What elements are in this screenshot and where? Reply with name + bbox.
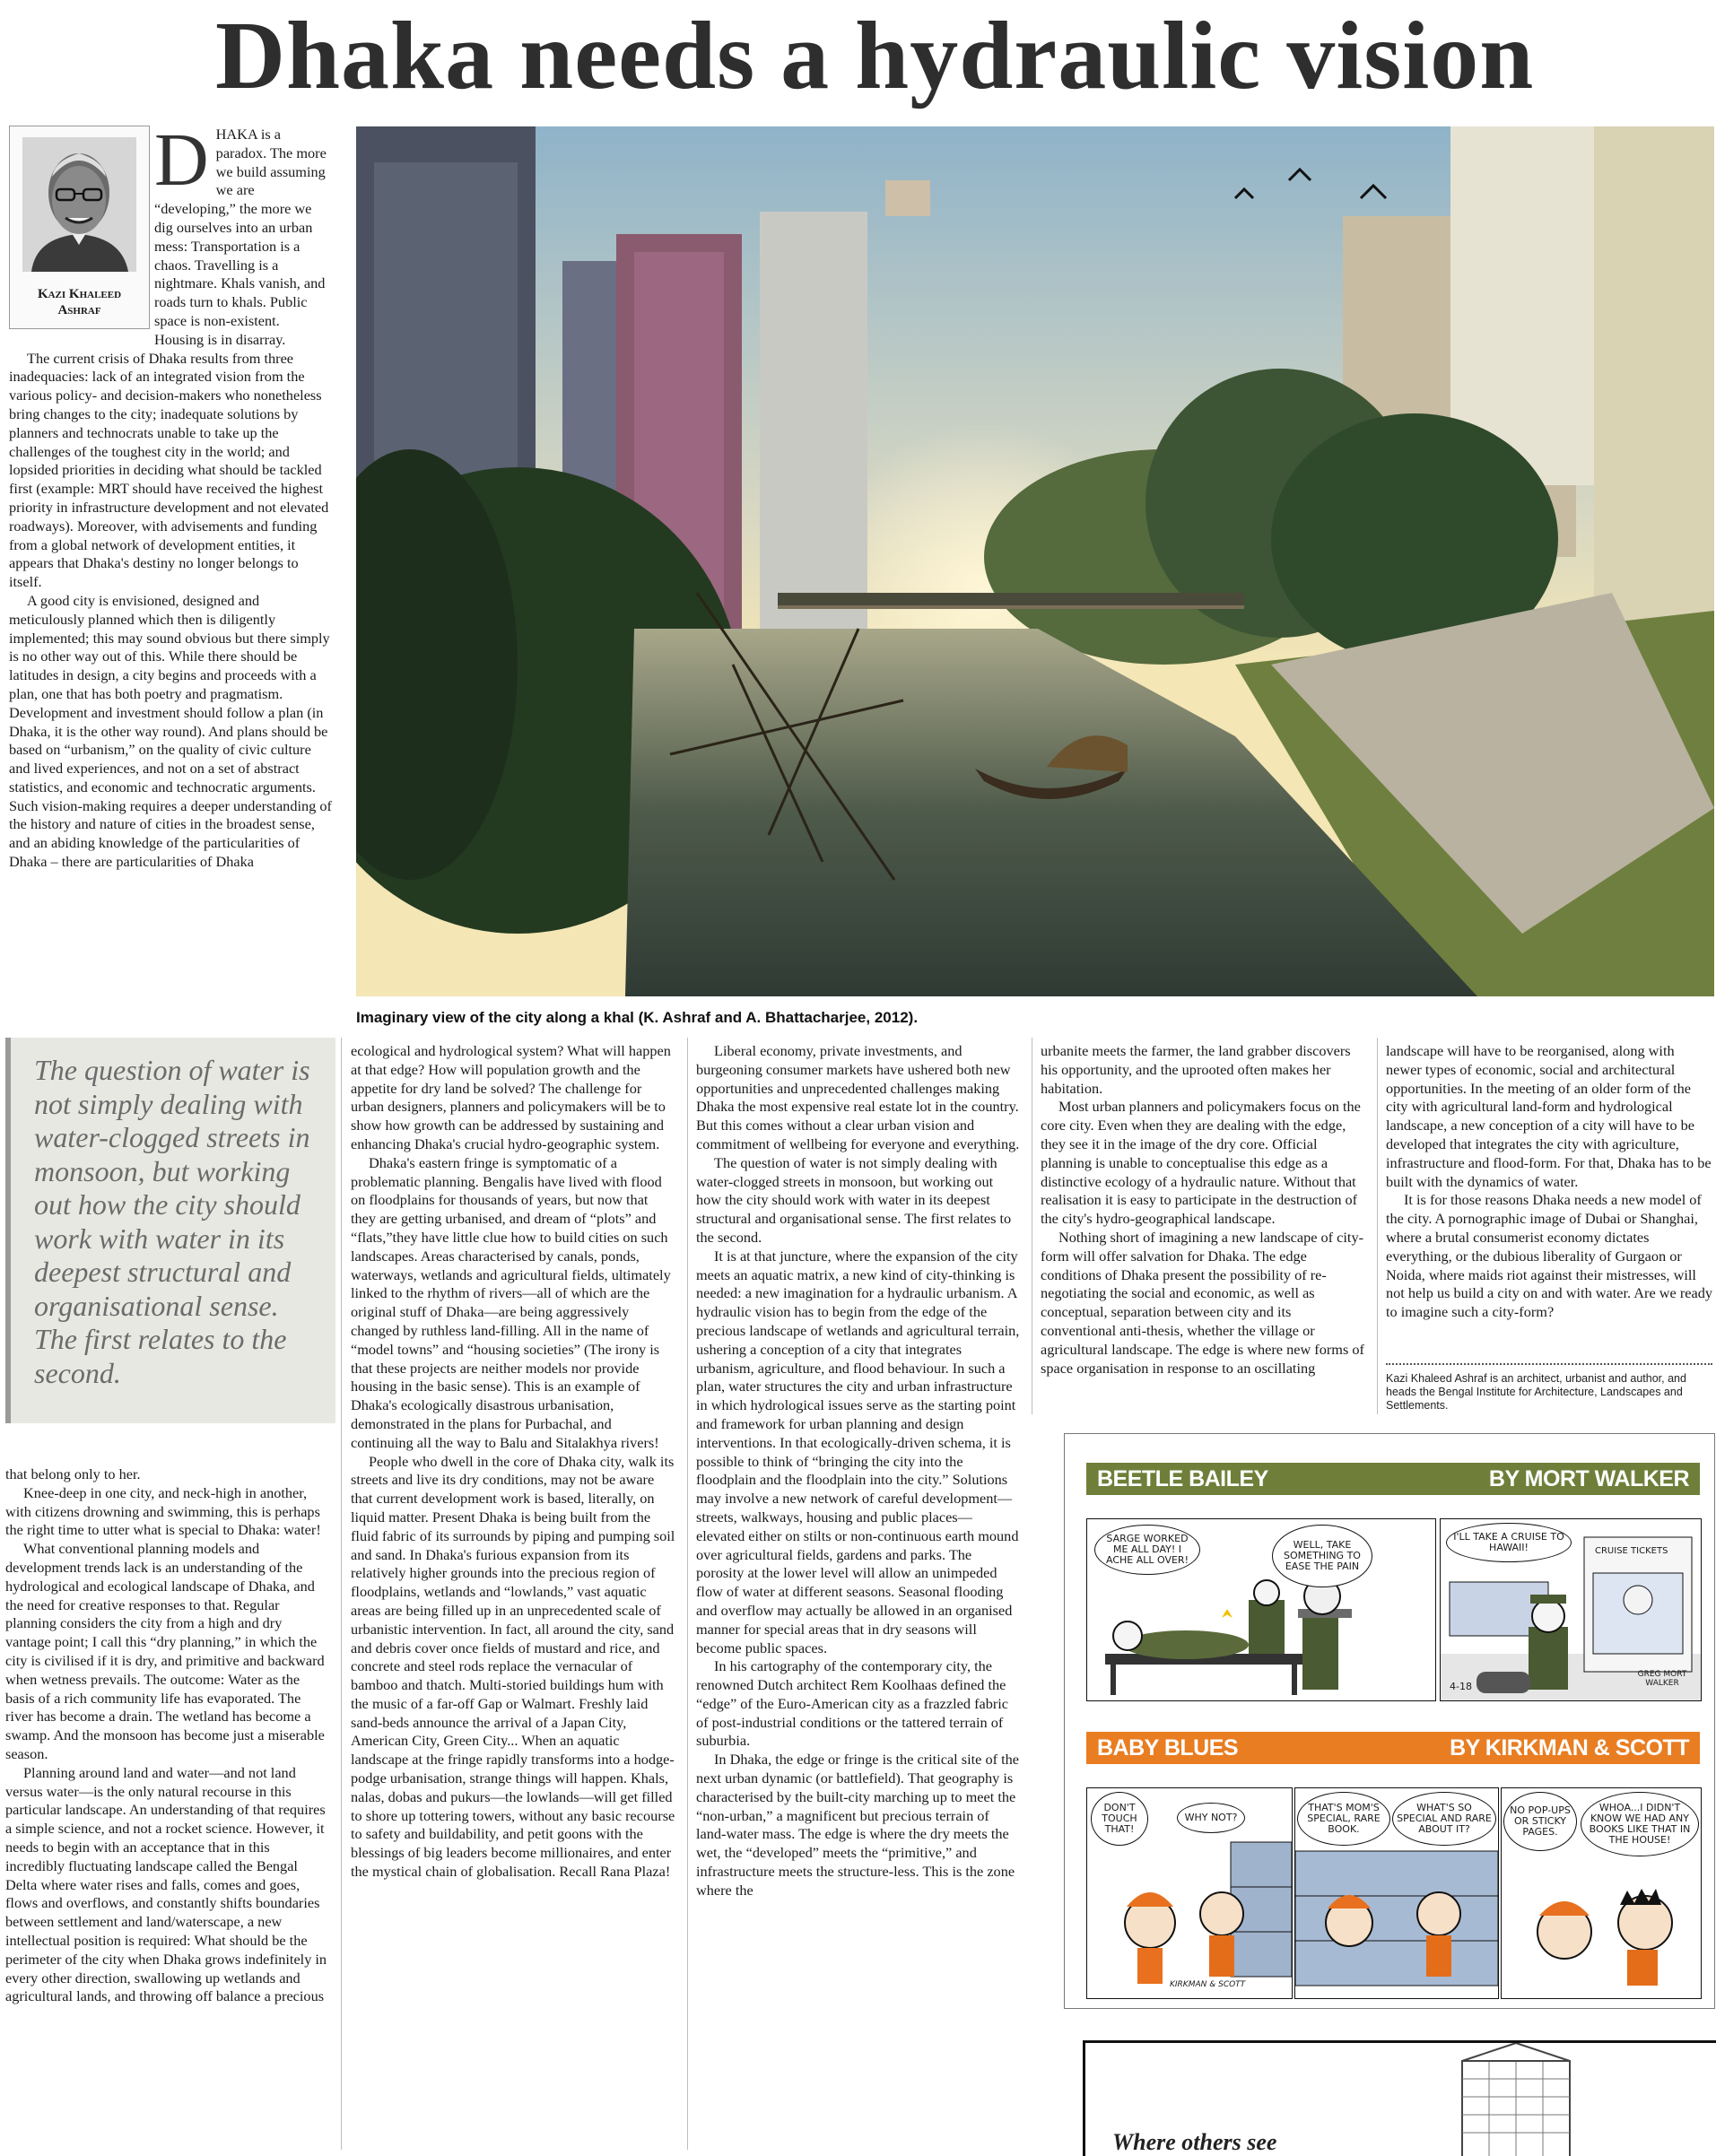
pull-quote: The question of water is not simply dealing with water-clogged streets in monsoon, but working out how the city should work with water in its deepest structural and organisational sense. The first relates to the second. — [5, 1038, 335, 1423]
body-paragraph: The current crisis of Dhaka results from three inadequacies: lack of an integrated vision from the various policy- and decision-makers who nonetheless bring changes to the city; inadequate solutions by planners and technocrats unable to take up the challenges of the toughest city in the world; and lopsided priorities in deciding what should be tackled first (example: MRT should have received the highest priority in infrastructure development and not elevated roadways). Moreover, with advisements and funding from a global network of development entities, it appears that Dhaka's destiny no longer belongs to itself. — [9, 349, 329, 591]
speech-bubble: WELL, TAKE SOMETHING TO EASE THE PAIN — [1272, 1525, 1372, 1587]
column-5 — [1386, 1042, 1712, 1365]
image-caption: Imaginary view of the city along a khal (K. Ashraf and A. Bhattacharjee, 2012). — [356, 1009, 919, 1026]
body-paragraph: A good city is envisioned, designed and meticulously planned which then is diligently implemented; this may sound obvious but there simply is no other way out of this. While there should be latitudes in design, a city begins and proceeds with a plan, one that has both poetry and pragmatism. Development and investment should follow a plan (in Dhaka, it is the other way round). And plans should be based on “urbanism,” on the quality of civic culture and lived experiences, and not on a set of abstract statistics, and economic and technocratic arguments. Such vision-making requires a deeper understanding of the history and nature of cities in the broadest sense, and an abiding knowledge of the particularities of Dhaka – there are particularities of Dhaka — [9, 591, 332, 871]
ad-headline: Where others see — [1112, 2129, 1277, 2155]
beetle-bailey-header — [1086, 1463, 1700, 1495]
body-paragraph: In his cartography of the contemporary city, the renowned Dutch architect Rem Koolhaas defined the “edge” of the Euro-American city as a frazzled fabric of post-industrial conditions or the tattered terrain of suburbia. — [696, 1657, 1009, 1750]
body-paragraph: The question of water is not simply dealing with water-clogged streets in monsoon, but working out how the city should work with water in its deepest structural and organisational sense. The first relates to the second. — [696, 1153, 1012, 1246]
baby-panel-3 — [1501, 1787, 1702, 1999]
cruise-sign: CRUISE TICKETS — [1595, 1546, 1668, 1556]
strip-title: BEETLE BAILEY — [1097, 1466, 1268, 1491]
strip-title: BABY BLUES — [1097, 1735, 1239, 1760]
strip-date: 4-18 — [1450, 1681, 1472, 1692]
body-paragraph: What conventional planning models and development trends lack is an understanding of the hydrological and ecological landscape of Dhaka, and the need for creative responses to that. Regular planning considers the city from a high and dry vantage point; I call this “dry planning,” in which the city is civilised if it is dry, and primitive and backward when wetness prevails. The outcome: Water as the basis of a rich community life has evaporated. The river has become a drain. The wetland has become a swamp. And the monsoon has become just a miserable season. — [5, 1540, 325, 1762]
body-paragraph: Knee-deep in one city, and neck-high in another, with citizens drowning and swimming, this is perhaps the right time to utter what is special to Dhaka: water! — [5, 1483, 321, 1539]
body-paragraph: ecological and hydrological system? What will happen at that edge? How will population growth and the appetite for dry land be solved? The challenge for urban designers, planners and policymakers will be to show how growth can be addressed by sustaining and enhancing Dhaka's crucial hydro-geographic system. — [351, 1042, 671, 1152]
strip-signature: KIRKMAN & SCOTT — [1170, 1980, 1246, 1989]
speech-bubble: WHAT'S SO SPECIAL AND RARE ABOUT IT? — [1392, 1792, 1496, 1846]
body-paragraph: In Dhaka, the edge or fringe is the critical site of the next urban dynamic (or battlefield). That geography is characterised by the built-city marching up to meet the “non-urban,” a magnificent but precious terrain of land-water mass. The edge is where the dry meets the wet, the “developed” meets the “primitive,” and infrastructure meets the structure-less. This is the zone where the — [696, 1751, 1019, 1899]
divider — [1386, 1363, 1712, 1365]
khal-illustration — [356, 126, 1714, 996]
strip-byline: BY KIRKMAN & SCOTT — [1450, 1735, 1689, 1760]
speech-bubble: WHY NOT? — [1177, 1803, 1245, 1833]
beetle-panel-2 — [1440, 1518, 1702, 1701]
column-4 — [1041, 1042, 1367, 1419]
column-rule — [341, 1038, 342, 2150]
author-note: Kazi Khaleed Ashraf is an architect, urbanist and author, and heads the Bengal Institute for Architecture, Landscapes and Settlements. — [1386, 1372, 1686, 1412]
drop-cap: D — [154, 126, 209, 202]
strip-byline: BY MORT WALKER — [1488, 1466, 1689, 1491]
body-paragraph: urbanite meets the farmer, the land grabber discovers his opportunity, and the uprooted often makes her habitation. — [1041, 1042, 1351, 1097]
body-paragraph: Liberal economy, private investments, and burgeoning consumer markets have ushered both new opportunities and unprecedented challenges making Dhaka the most expensive real estate lot in the country. But this comes without a clear urban vision and commitment of wellbeing for everyone and everything. — [696, 1042, 1020, 1152]
column-rule — [687, 1038, 688, 2150]
lead-paragraph: HAKA is a paradox. The more we build assuming we are “developing,” the more we dig ourselves into an urban mess: Transportation is a chaos. Travelling is a nightmare. Khals vanish, and roads turn to khals. Public space is non-existent. Housing is in disarray. — [154, 126, 327, 348]
strip-signature: GREG MORT WALKER — [1637, 1670, 1687, 1688]
body-paragraph: It is at that juncture, where the expansion of the city meets an aquatic matrix, a new kind of city-thinking is needed: a new imagination for a hydraulic urbanism. A hydraulic vision has to begin from the edge of the precious landscape of wetlands and agricultural terrain, ushering a conception of a city that integrates urbanism, agriculture, and flood behaviour. In such a plan, water structures the city and urban infrastructure in which hydrological issues serve as the starting point and framework for urban planning and design interventions. In that ecologically-driven schema, it is possible to think of “bringing the city into the floodplain and the floodplain into the city.” Solutions may involve a new network of careful development—streets, walkways, housing and public places—elevated either on stilts or non-continuous earth mound over agricultural fields, gardens and parks. The porosity at the lower level will allow an unimpeded flow of water at different seasons. Seasonal flooding and overflow may actually be allowed in an organised manner for special areas that in dry seasons will become public spaces. — [696, 1247, 1020, 1656]
body-paragraph: Dhaka's eastern fringe is symptomatic of a problematic planning. Bengalis have lived with flood on floodplains for thousands of years, but now that they are getting urbanised, and dream of “plots” and “flats,”they have little clue how to build cities on such landscapes. Areas characterised by canals, ponds, waterways, wetlands and agricultural fields, ultimately linked to the rhythm of rivers—all of which are the original stuff of Dhaka—are being aggressively changed by ruthless land-filling. All in the name of “model towns” and “housing societies” (The irony is that these projects are neither models nor provide housing in the basic sense). This is an example of Dhaka's ecologically disastrous urbanisation, demonstrated in the plans for Purbachal, and continuing all the way to Balu and Sitalakhya rivers! — [351, 1153, 671, 1451]
column-2 — [351, 1042, 675, 2153]
body-paragraph: Nothing short of imagining a new landscape of city-form will offer salvation for Dhaka. The edge conditions of Dhaka present the possibility of re-negotiating the social and economic, as well as conceptual, separation between city and its conventional anti-thesis, whether the village or agricultural landscape. The edge is where new forms of space organisation in response to an oscillating — [1041, 1228, 1364, 1377]
beetle-panel-1 — [1086, 1518, 1436, 1701]
baby-blues-header — [1086, 1732, 1700, 1764]
body-paragraph: It is for those reasons Dhaka needs a new model of the city. A pornographic image of Dubai or Shanghai, where a brutal consumerist economy dictates everything, or the dubious liberality of Gurgaon or Noida, where maids riot against their mistresses, will not help us build a city on and with water. Are we ready to imagine such a city-form? — [1386, 1191, 1712, 1321]
column-3 — [696, 1042, 1021, 2153]
speech-bubble: NO POP-UPS OR STICKY PAGES. — [1503, 1792, 1577, 1851]
speech-bubble: THAT'S MOM'S SPECIAL, RARE BOOK. — [1297, 1792, 1390, 1846]
speech-bubble: WHOA...I DIDN'T KNOW WE HAD ANY BOOKS LIKE THAT IN THE HOUSE! — [1581, 1792, 1699, 1856]
body-paragraph: Planning around land and water—and not land versus water—is the only natural recourse in this particular landscape. An understanding of that requires a simple science, and not a rocket science. However, it needs to begin with an acceptance that in this incredibly fluctuating landscape called the Bengal Delta where water rises and falls, comes and goes, flows and overflows, and constantly shifts boundaries between settlement and land/waterscape, a new intellectual position is required: What should be the perimeter of the city when Dhaka grows indefinitely in every other direction, swallowing up wetlands and agricultural lands, and throwing off balance a precious — [5, 1763, 327, 2005]
speech-bubble: DON'T TOUCH THAT! — [1091, 1792, 1148, 1846]
column-1-top — [9, 126, 332, 1013]
baby-panel-2 — [1294, 1787, 1499, 1999]
advertisement — [1083, 2040, 1716, 2156]
column-rule — [1377, 1038, 1378, 1414]
body-paragraph: landscape will have to be reorganised, along with newer types of economic, social and architectural opportunities. In the meeting of an older form of the city with agricultural land-form and hydrological landscape, a new conception of a city will have to be developed that integrates the city with agriculture, infrastructure and flood-form. For that, Dhaka has to be built with the dynamics of water. — [1386, 1042, 1712, 1190]
comics-box — [1064, 1433, 1715, 2009]
headline: Dhaka needs a hydraulic vision — [215, 3, 1535, 109]
speech-bubble: I'LL TAKE A CRUISE TO HAWAII! — [1446, 1523, 1572, 1562]
column-1-bottom — [5, 1465, 330, 2153]
baby-panel-1 — [1086, 1787, 1293, 1999]
body-paragraph: People who dwell in the core of Dhaka city, walk its streets and live its dry conditions, may not be aware that current development work is based, literally, on liquid matter. Present Dhaka is being built from the fluid fabric of its surrounds by piping and pumping soil and sand. In Dhaka's furious expansion from its relatively higher grounds into the precious region of floodplains, wetlands and “lowlands,” vast aquatic areas are being filled up in an unprecedented scale of urbanistic intervention. In fact, all around the city, sand and debris cover once fields of mustard and rice, and concrete and steel rods replace the vernacular of bamboo and thatch. Multi-storied buildings hum with the music of a far-off Gap or Walmart. Freshly laid sand-beds announce the arrival of a Japan City, American City, Green City... When an aquatic landscape at the fringe rapidly transforms into a hodge-podge urbanisation, strange things will happen. Khals, nalas, dobas and pukurs—the lowlands—will get filled to shore up tottering towers, without any basic recourse to safety and buildability, and petit goons with the blessings of big leaders become millionaires, and enter the mystical chain of globalisation. Recall Rana Plaza! — [351, 1452, 675, 1881]
body-paragraph: Most urban planners and policymakers focus on the core city. Even when they are dealing with the edge, they see it in the image of the dry core. Official planning is unable to conceptualise this edge as a distinctive ecology of a hydraulic nature. Without that realisation it is easy to participate in the destruction of the city's hydro-geographical landscape. — [1041, 1098, 1361, 1228]
author-byline: Kazi Khaleed Ashraf — [37, 287, 122, 317]
speech-bubble: SARGE WORKED ME ALL DAY! I ACHE ALL OVER! — [1094, 1525, 1200, 1575]
body-paragraph: that belong only to her. — [5, 1465, 141, 1482]
